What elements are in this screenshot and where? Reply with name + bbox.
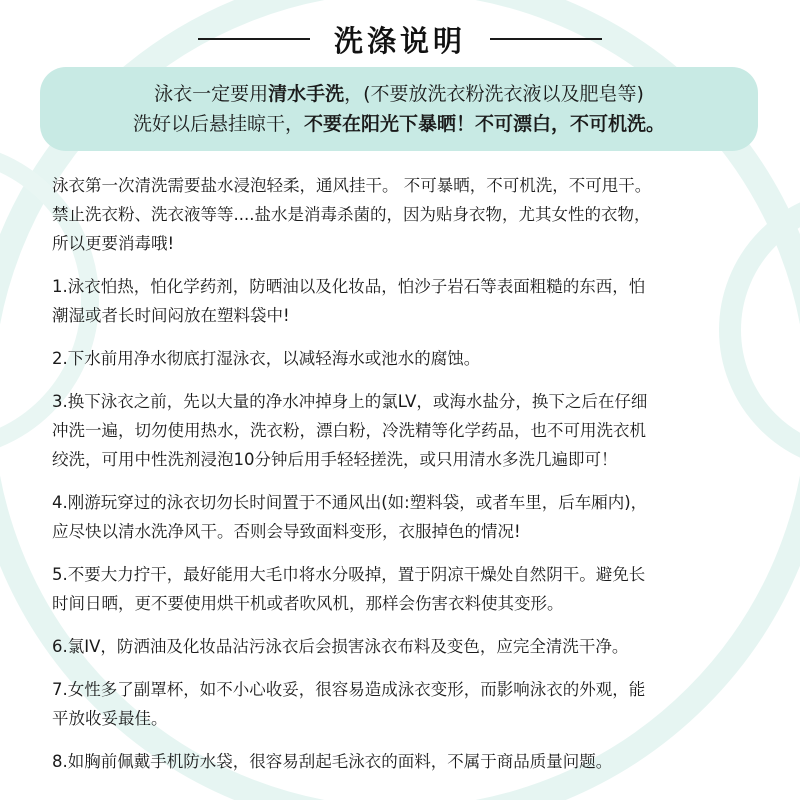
intro-line: 禁止洗衣粉、洗衣液等等....盐水是消毒杀菌的，因为贴身衣物，尤其女性的衣物， bbox=[52, 205, 651, 224]
item-line: 应尽快以清水洗净风干。否则会导致面料变形，衣服掉色的情况! bbox=[52, 522, 521, 541]
intro-line: 泳衣第一次清洗需要盐水浸泡轻柔，通风挂干。 不可暴晒，不可机洗，不可甩干。 bbox=[52, 176, 652, 195]
instruction-item-8 bbox=[52, 747, 762, 776]
item-line: 1.泳衣怕热，怕化学药剂，防晒油以及化妆品，怕沙子岩石等表面粗糙的东西，怕 bbox=[52, 277, 646, 296]
header bbox=[0, 14, 800, 64]
instructions-body bbox=[52, 171, 762, 790]
item-line: 2.下水前用净水彻底打湿泳衣，以减轻海水或池水的腐蚀。 bbox=[52, 349, 481, 368]
item-line: 5.不要大力拧干，最好能用大毛巾将水分吸掉，置于阴凉干燥处自然阴干。避免长 bbox=[52, 565, 646, 584]
notice-line-1-bold: 清水手洗 bbox=[268, 83, 345, 105]
intro-line: 所以更要消毒哦! bbox=[52, 234, 175, 253]
item-line: 潮湿或者长时间闷放在塑料袋中! bbox=[52, 306, 290, 325]
instruction-item-7 bbox=[52, 675, 762, 733]
item-line: 4.刚游玩穿过的泳衣切勿长时间置于不通风出(如:塑料袋，或者车里，后车厢内)， bbox=[52, 493, 648, 512]
instruction-item-4 bbox=[52, 488, 762, 546]
notice-line-1-prefix: 泳衣一定要用 bbox=[154, 83, 269, 105]
notice-box bbox=[40, 67, 758, 151]
item-line: 3.换下泳衣之前，先以大量的净水冲掉身上的氯LV，或海水盐分，换下之后在仔细 bbox=[52, 392, 648, 411]
item-line: 平放收妥最佳。 bbox=[52, 709, 168, 728]
notice-line-2-prefix: 洗好以后悬挂晾干， bbox=[132, 113, 304, 135]
item-line: 7.女性多了副罩杯，如不小心收妥，很容易造成泳衣变形，而影响泳衣的外观，能 bbox=[52, 680, 646, 699]
instruction-item-3 bbox=[52, 387, 762, 474]
notice-line-2 bbox=[133, 109, 665, 139]
item-line: 8.如胸前佩戴手机防水袋，很容易刮起毛泳衣的面料，不属于商品质量问题。 bbox=[52, 752, 613, 771]
instruction-item-5 bbox=[52, 560, 762, 618]
header-line-right bbox=[490, 38, 602, 40]
page-title: 洗涤说明 bbox=[333, 23, 466, 58]
intro-paragraph bbox=[52, 171, 762, 258]
instruction-item-6 bbox=[52, 632, 762, 661]
header-line-left bbox=[198, 38, 310, 40]
item-line: 6.氯IV，防洒油及化妆品沾污泳衣后会损害泳衣布料及变色，应完全清洗干净。 bbox=[52, 637, 629, 656]
instruction-item-1 bbox=[52, 272, 762, 330]
notice-line-1 bbox=[154, 79, 644, 109]
notice-line-1-suffix: ，(不要放洗衣粉洗衣液以及肥皂等) bbox=[344, 83, 644, 105]
item-line: 时间日晒，更不要使用烘干机或者吹风机，那样会伤害衣料使其变形。 bbox=[52, 594, 564, 613]
notice-line-2-bold: 不要在阳光下暴晒！不可漂白，不可机洗。 bbox=[304, 113, 666, 135]
item-line: 冲洗一遍，切勿使用热水，洗衣粉，漂白粉，冷洗精等化学药品，也不可用洗衣机 bbox=[52, 421, 646, 440]
instruction-item-2 bbox=[52, 344, 762, 373]
item-line: 绞洗，可用中性洗剂浸泡10分钟后用手轻轻搓洗，或只用清水多洗几遍即可！ bbox=[52, 450, 618, 469]
